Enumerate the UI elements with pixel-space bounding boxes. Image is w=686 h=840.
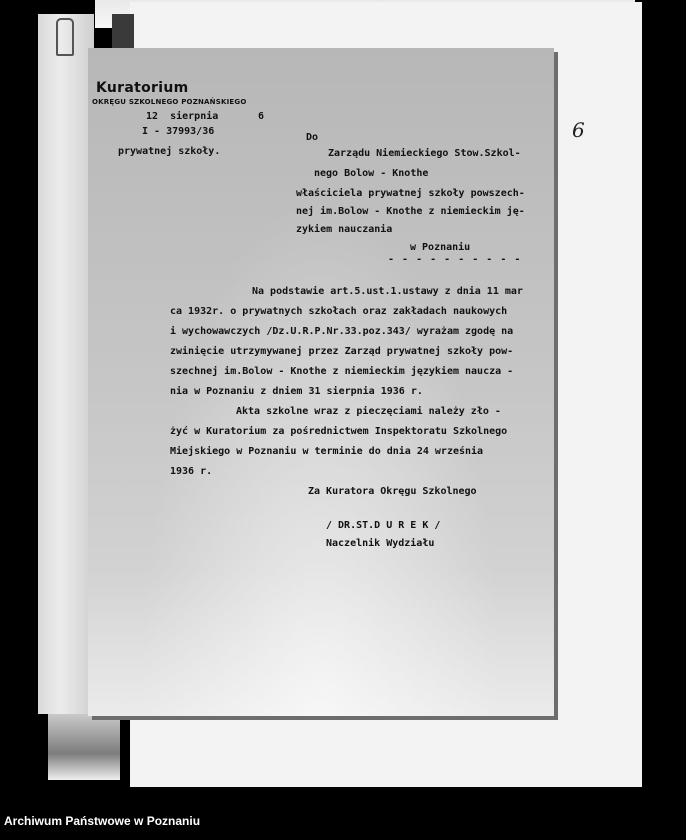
body-line: Akta szkolne wraz z pieczęciami należy zło -	[236, 406, 501, 417]
body-line: żyć w Kuratorium za pośrednictwem Inspektoratu Szkolnego	[170, 426, 508, 437]
date-year-digit: 6	[258, 111, 265, 122]
body-line: ca 1932r. o prywatnych szkołach oraz zakładach naukowych	[170, 306, 508, 317]
letterhead-subtitle: OKRĘGU SZKOLNEGO POZNAŃSKIEGO	[92, 98, 247, 106]
recipient-line: zykiem nauczania	[296, 224, 393, 235]
signature-title: Naczelnik Wydziału	[326, 538, 435, 549]
letterhead-date	[146, 111, 218, 122]
recipient-line: nej im.Bolow - Knothe z niemieckim ję-	[296, 206, 525, 217]
body-line: Miejskiego w Poznaniu w terminie do dnia 24 września	[170, 446, 484, 457]
document-page	[88, 48, 585, 716]
letterhead-institution: Kuratorium	[96, 80, 189, 96]
body-line: nia w Poznaniu z dniem 31 sierpnia 1936 r.	[170, 386, 423, 397]
date-month: sierpnia	[170, 111, 219, 122]
signature-name: / DR.ST.D U R E K /	[326, 520, 441, 531]
body-line: 1936 r.	[170, 466, 213, 477]
recipient-line: Zarządu Niemieckiego Stow.Szkol-	[328, 148, 521, 159]
body-line: i wychowawczych /Dz.U.R.P.Nr.33.poz.343/ wyrażam zgodę na	[170, 326, 514, 337]
recipient-prefix: Do	[306, 132, 319, 143]
archive-footer-label: Archiwum Państwowe w Poznaniu	[4, 814, 201, 828]
folder-edge-strip	[38, 14, 94, 714]
body-line: zwinięcie utrzymywanej przez Zarząd prywatnej szkoły pow-	[170, 346, 514, 357]
recipient-line: nego Bolow - Knothe	[314, 168, 429, 179]
body-line: szechnej im.Bolow - Knothe z niemieckim językiem naucza -	[170, 366, 514, 377]
recipient-underline: - - - - - - - - - -	[388, 254, 522, 265]
reference-number: I - 37993/36	[142, 126, 215, 137]
date-day: 12	[146, 111, 159, 122]
folder-lower-patch	[48, 714, 120, 780]
folder-tab-mark	[56, 18, 74, 56]
signature-for-line: Za Kuratora Okręgu Szkolnego	[308, 486, 477, 497]
recipient-city: w Poznaniu	[410, 242, 471, 253]
folio-number: 6	[572, 118, 585, 142]
body-line: Na podstawie art.5.ust.1.ustawy z dnia 11 mar	[252, 286, 523, 297]
recipient-line: właściciela prywatnej szkoły powszech-	[296, 188, 525, 199]
subject-line: prywatnej szkoły.	[118, 146, 221, 157]
